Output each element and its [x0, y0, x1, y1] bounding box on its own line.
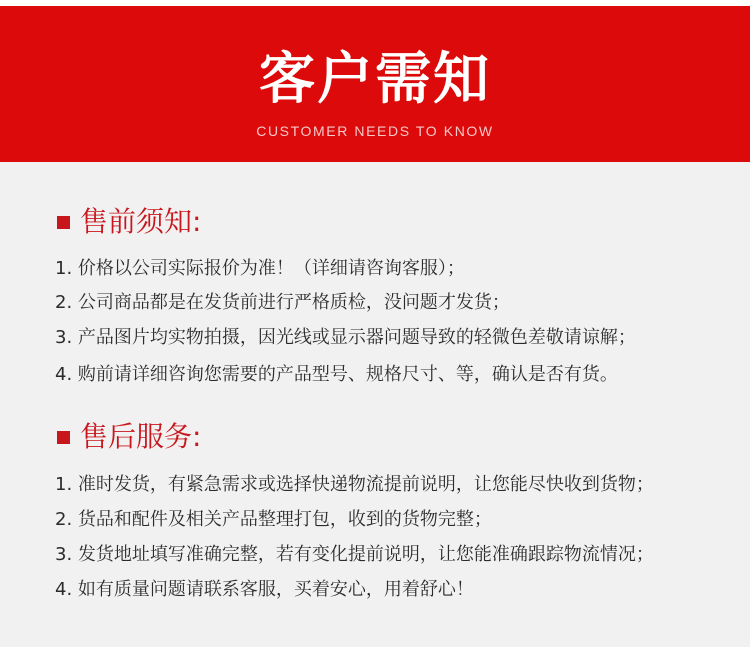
page-subtitle: CUSTOMER NEEDS TO KNOW: [256, 123, 494, 139]
list-item: 2. 公司商品都是在发货前进行严格质检，没问题才发货；: [55, 292, 510, 313]
after-sale-title: 售后服务:: [80, 420, 202, 453]
list-item: 1. 价格以公司实际报价为准！（详细请咨询客服）；: [55, 258, 465, 279]
pre-sale-title: 售前须知:: [80, 205, 202, 238]
square-bullet-icon: [57, 216, 70, 229]
list-item: 4. 如有质量问题请联系客服，买着安心，用着舒心！: [55, 579, 474, 600]
list-item: 3. 产品图片均实物拍摄，因光线或显示器问题导致的轻微色差敬请谅解；: [55, 327, 636, 348]
content-panel: [0, 162, 750, 647]
list-item: 1. 准时发货，有紧急需求或选择快递物流提前说明，让您能尽快收到货物；: [55, 474, 654, 495]
square-bullet-icon: [57, 431, 70, 444]
list-item: 2. 货品和配件及相关产品整理打包，收到的货物完整；: [55, 509, 492, 530]
pre-sale-heading: [57, 202, 201, 242]
after-sale-heading: [57, 417, 201, 457]
list-item: 3. 发货地址填写准确完整，若有变化提前说明，让您能准确跟踪物流情况；: [55, 544, 654, 565]
page-title: 客户需知: [259, 47, 491, 112]
list-item: 4. 购前请详细咨询您需要的产品型号、规格尺寸、等，确认是否有货。: [55, 364, 618, 385]
header-banner: [0, 6, 750, 162]
